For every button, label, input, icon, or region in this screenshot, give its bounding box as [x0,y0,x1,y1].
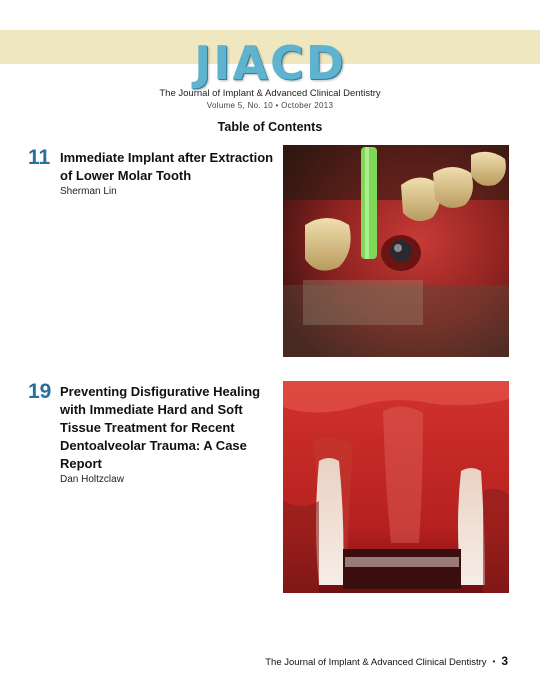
entry-author: Dan Holtzclaw [60,474,124,485]
entry-author: Sherman Lin [60,186,117,197]
entry-title[interactable]: Preventing Disfigurative Healing with Immediate Hard and Soft Tissue Treatment for Recent Dentoalveolar Trauma: A Case Report [60,384,261,471]
toc-entry-1[interactable] [28,146,274,226]
implant-photo[interactable] [283,145,509,357]
footer-bullet: • [492,657,496,666]
toc-entry-2[interactable] [28,380,268,505]
trauma-photo[interactable] [283,381,509,593]
footer-journal-name: The Journal of Implant & Advanced Clinical Dentistry [265,657,487,668]
footer-page-number: 3 [501,654,508,668]
entry-page-number: 19 [28,380,52,403]
issue-info: Volume 5, No. 10 • October 2013 [206,101,334,110]
entry-page-number: 11 [28,146,51,169]
journal-logo: JIACD [194,36,346,90]
journal-subtitle: The Journal of Implant & Advanced Clinical Dentistry [159,88,381,99]
toc-title: Table of Contents [217,120,323,134]
entry-title[interactable]: Immediate Implant after Extraction of Lower Molar Tooth [60,150,274,183]
page-footer [265,654,508,668]
